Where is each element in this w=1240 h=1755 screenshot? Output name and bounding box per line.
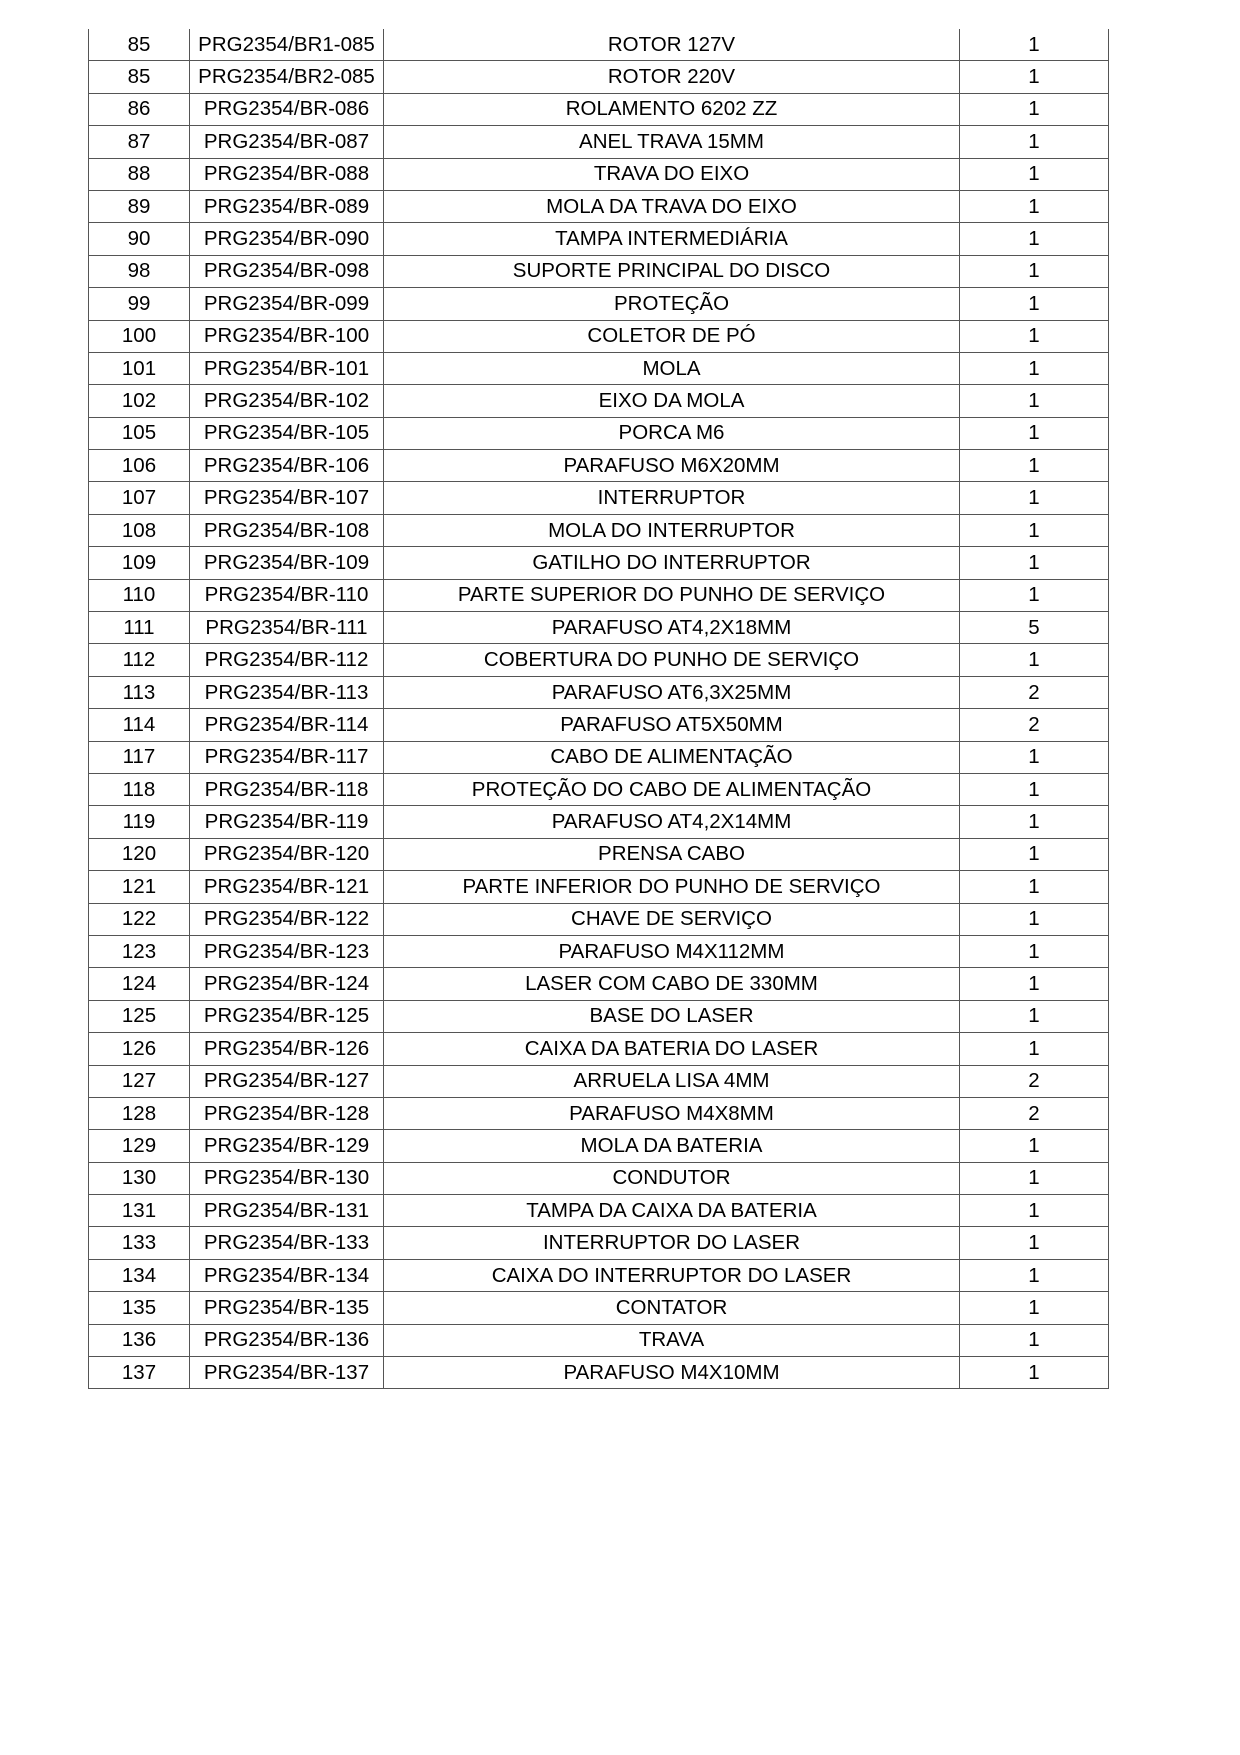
part-code-cell: PRG2354/BR2-085 xyxy=(190,61,384,93)
parts-table-body xyxy=(89,29,1109,1389)
quantity-cell: 1 xyxy=(960,385,1109,417)
item-number-cell: 119 xyxy=(89,806,190,838)
part-description-cell: BASE DO LASER xyxy=(384,1000,960,1032)
item-number-cell: 98 xyxy=(89,255,190,287)
part-code-cell: PRG2354/BR-114 xyxy=(190,709,384,741)
part-description-cell: CABO DE ALIMENTAÇÃO xyxy=(384,741,960,773)
part-code-cell: PRG2354/BR-129 xyxy=(190,1130,384,1162)
part-description-cell: PARAFUSO AT4,2X18MM xyxy=(384,612,960,644)
parts-table xyxy=(88,29,1109,1389)
part-description-cell: ROLAMENTO 6202 ZZ xyxy=(384,93,960,125)
part-code-cell: PRG2354/BR-090 xyxy=(190,223,384,255)
table-row xyxy=(89,320,1109,352)
quantity-cell: 1 xyxy=(960,1292,1109,1324)
quantity-cell: 1 xyxy=(960,741,1109,773)
part-description-cell: CAIXA DO INTERRUPTOR DO LASER xyxy=(384,1259,960,1291)
quantity-cell: 1 xyxy=(960,871,1109,903)
part-description-cell: PORCA M6 xyxy=(384,417,960,449)
part-description-cell: CAIXA DA BATERIA DO LASER xyxy=(384,1033,960,1065)
item-number-cell: 130 xyxy=(89,1162,190,1194)
item-number-cell: 113 xyxy=(89,676,190,708)
table-row xyxy=(89,1324,1109,1356)
part-code-cell: PRG2354/BR-099 xyxy=(190,288,384,320)
table-row xyxy=(89,838,1109,870)
table-row xyxy=(89,190,1109,222)
table-row xyxy=(89,1357,1109,1389)
part-description-cell: COBERTURA DO PUNHO DE SERVIÇO xyxy=(384,644,960,676)
table-row xyxy=(89,514,1109,546)
part-code-cell: PRG2354/BR-117 xyxy=(190,741,384,773)
item-number-cell: 89 xyxy=(89,190,190,222)
part-code-cell: PRG2354/BR-089 xyxy=(190,190,384,222)
part-description-cell: PARAFUSO M4X112MM xyxy=(384,935,960,967)
table-row xyxy=(89,93,1109,125)
quantity-cell: 1 xyxy=(960,806,1109,838)
part-description-cell: TRAVA DO EIXO xyxy=(384,158,960,190)
part-code-cell: PRG2354/BR-111 xyxy=(190,612,384,644)
item-number-cell: 133 xyxy=(89,1227,190,1259)
part-code-cell: PRG2354/BR-102 xyxy=(190,385,384,417)
part-code-cell: PRG2354/BR-110 xyxy=(190,579,384,611)
part-description-cell: INTERRUPTOR xyxy=(384,482,960,514)
table-row xyxy=(89,61,1109,93)
part-description-cell: PARAFUSO M4X10MM xyxy=(384,1357,960,1389)
table-row xyxy=(89,158,1109,190)
part-code-cell: PRG2354/BR-137 xyxy=(190,1357,384,1389)
part-code-cell: PRG2354/BR-112 xyxy=(190,644,384,676)
table-row xyxy=(89,1227,1109,1259)
part-description-cell: MOLA DO INTERRUPTOR xyxy=(384,514,960,546)
item-number-cell: 90 xyxy=(89,223,190,255)
part-description-cell: PROTEÇÃO DO CABO DE ALIMENTAÇÃO xyxy=(384,773,960,805)
item-number-cell: 121 xyxy=(89,871,190,903)
item-number-cell: 126 xyxy=(89,1033,190,1065)
part-code-cell: PRG2354/BR-108 xyxy=(190,514,384,546)
table-row xyxy=(89,223,1109,255)
quantity-cell: 1 xyxy=(960,1162,1109,1194)
table-row xyxy=(89,709,1109,741)
item-number-cell: 109 xyxy=(89,547,190,579)
part-description-cell: PARAFUSO M6X20MM xyxy=(384,450,960,482)
part-description-cell: PARAFUSO AT6,3X25MM xyxy=(384,676,960,708)
item-number-cell: 128 xyxy=(89,1097,190,1129)
item-number-cell: 112 xyxy=(89,644,190,676)
part-code-cell: PRG2354/BR-128 xyxy=(190,1097,384,1129)
quantity-cell: 1 xyxy=(960,838,1109,870)
quantity-cell: 1 xyxy=(960,903,1109,935)
item-number-cell: 123 xyxy=(89,935,190,967)
part-description-cell: MOLA DA BATERIA xyxy=(384,1130,960,1162)
item-number-cell: 122 xyxy=(89,903,190,935)
part-description-cell: EIXO DA MOLA xyxy=(384,385,960,417)
quantity-cell: 1 xyxy=(960,288,1109,320)
quantity-cell: 1 xyxy=(960,1227,1109,1259)
part-code-cell: PRG2354/BR-088 xyxy=(190,158,384,190)
quantity-cell: 1 xyxy=(960,644,1109,676)
part-description-cell: ROTOR 127V xyxy=(384,29,960,61)
table-row xyxy=(89,1033,1109,1065)
table-row xyxy=(89,935,1109,967)
part-code-cell: PRG2354/BR-130 xyxy=(190,1162,384,1194)
item-number-cell: 131 xyxy=(89,1195,190,1227)
quantity-cell: 1 xyxy=(960,1130,1109,1162)
part-description-cell: CONTATOR xyxy=(384,1292,960,1324)
quantity-cell: 1 xyxy=(960,1000,1109,1032)
table-row xyxy=(89,352,1109,384)
item-number-cell: 129 xyxy=(89,1130,190,1162)
table-row xyxy=(89,612,1109,644)
item-number-cell: 118 xyxy=(89,773,190,805)
item-number-cell: 85 xyxy=(89,61,190,93)
quantity-cell: 1 xyxy=(960,773,1109,805)
quantity-cell: 1 xyxy=(960,482,1109,514)
table-row xyxy=(89,644,1109,676)
table-row xyxy=(89,871,1109,903)
table-row xyxy=(89,741,1109,773)
item-number-cell: 105 xyxy=(89,417,190,449)
item-number-cell: 85 xyxy=(89,29,190,61)
part-description-cell: ARRUELA LISA 4MM xyxy=(384,1065,960,1097)
item-number-cell: 117 xyxy=(89,741,190,773)
part-code-cell: PRG2354/BR-135 xyxy=(190,1292,384,1324)
table-row xyxy=(89,255,1109,287)
part-code-cell: PRG2354/BR-086 xyxy=(190,93,384,125)
item-number-cell: 99 xyxy=(89,288,190,320)
quantity-cell: 1 xyxy=(960,968,1109,1000)
table-row xyxy=(89,1097,1109,1129)
part-code-cell: PRG2354/BR-105 xyxy=(190,417,384,449)
item-number-cell: 107 xyxy=(89,482,190,514)
part-description-cell: PARTE INFERIOR DO PUNHO DE SERVIÇO xyxy=(384,871,960,903)
part-description-cell: CHAVE DE SERVIÇO xyxy=(384,903,960,935)
item-number-cell: 101 xyxy=(89,352,190,384)
part-code-cell: PRG2354/BR1-085 xyxy=(190,29,384,61)
part-code-cell: PRG2354/BR-101 xyxy=(190,352,384,384)
table-row xyxy=(89,547,1109,579)
table-row xyxy=(89,1195,1109,1227)
table-row xyxy=(89,1130,1109,1162)
part-code-cell: PRG2354/BR-126 xyxy=(190,1033,384,1065)
table-row xyxy=(89,903,1109,935)
part-code-cell: PRG2354/BR-109 xyxy=(190,547,384,579)
part-code-cell: PRG2354/BR-122 xyxy=(190,903,384,935)
part-description-cell: CONDUTOR xyxy=(384,1162,960,1194)
part-code-cell: PRG2354/BR-134 xyxy=(190,1259,384,1291)
quantity-cell: 2 xyxy=(960,1097,1109,1129)
part-code-cell: PRG2354/BR-113 xyxy=(190,676,384,708)
part-description-cell: ANEL TRAVA 15MM xyxy=(384,126,960,158)
part-code-cell: PRG2354/BR-127 xyxy=(190,1065,384,1097)
part-code-cell: PRG2354/BR-125 xyxy=(190,1000,384,1032)
quantity-cell: 5 xyxy=(960,612,1109,644)
table-row xyxy=(89,126,1109,158)
item-number-cell: 110 xyxy=(89,579,190,611)
part-code-cell: PRG2354/BR-098 xyxy=(190,255,384,287)
table-row xyxy=(89,1292,1109,1324)
part-code-cell: PRG2354/BR-107 xyxy=(190,482,384,514)
quantity-cell: 2 xyxy=(960,709,1109,741)
part-code-cell: PRG2354/BR-120 xyxy=(190,838,384,870)
part-code-cell: PRG2354/BR-106 xyxy=(190,450,384,482)
part-description-cell: TAMPA DA CAIXA DA BATERIA xyxy=(384,1195,960,1227)
item-number-cell: 134 xyxy=(89,1259,190,1291)
part-code-cell: PRG2354/BR-131 xyxy=(190,1195,384,1227)
part-description-cell: TRAVA xyxy=(384,1324,960,1356)
item-number-cell: 124 xyxy=(89,968,190,1000)
part-description-cell: INTERRUPTOR DO LASER xyxy=(384,1227,960,1259)
quantity-cell: 1 xyxy=(960,158,1109,190)
quantity-cell: 1 xyxy=(960,1324,1109,1356)
quantity-cell: 2 xyxy=(960,676,1109,708)
item-number-cell: 127 xyxy=(89,1065,190,1097)
part-code-cell: PRG2354/BR-100 xyxy=(190,320,384,352)
part-code-cell: PRG2354/BR-119 xyxy=(190,806,384,838)
item-number-cell: 87 xyxy=(89,126,190,158)
quantity-cell: 1 xyxy=(960,93,1109,125)
item-number-cell: 135 xyxy=(89,1292,190,1324)
quantity-cell: 1 xyxy=(960,29,1109,61)
part-code-cell: PRG2354/BR-136 xyxy=(190,1324,384,1356)
part-description-cell: MOLA xyxy=(384,352,960,384)
table-row xyxy=(89,29,1109,61)
part-description-cell: PARAFUSO M4X8MM xyxy=(384,1097,960,1129)
table-row xyxy=(89,385,1109,417)
part-description-cell: GATILHO DO INTERRUPTOR xyxy=(384,547,960,579)
part-description-cell: PRENSA CABO xyxy=(384,838,960,870)
item-number-cell: 88 xyxy=(89,158,190,190)
part-description-cell: MOLA DA TRAVA DO EIXO xyxy=(384,190,960,222)
part-description-cell: TAMPA INTERMEDIÁRIA xyxy=(384,223,960,255)
part-description-cell: SUPORTE PRINCIPAL DO DISCO xyxy=(384,255,960,287)
part-code-cell: PRG2354/BR-124 xyxy=(190,968,384,1000)
item-number-cell: 120 xyxy=(89,838,190,870)
table-row xyxy=(89,1162,1109,1194)
item-number-cell: 125 xyxy=(89,1000,190,1032)
table-row xyxy=(89,806,1109,838)
quantity-cell: 1 xyxy=(960,1259,1109,1291)
table-row xyxy=(89,1259,1109,1291)
table-row xyxy=(89,288,1109,320)
quantity-cell: 1 xyxy=(960,417,1109,449)
quantity-cell: 1 xyxy=(960,514,1109,546)
part-description-cell: PARAFUSO AT4,2X14MM xyxy=(384,806,960,838)
table-row xyxy=(89,773,1109,805)
part-code-cell: PRG2354/BR-123 xyxy=(190,935,384,967)
quantity-cell: 1 xyxy=(960,255,1109,287)
part-description-cell: PROTEÇÃO xyxy=(384,288,960,320)
table-row xyxy=(89,1000,1109,1032)
part-description-cell: ROTOR 220V xyxy=(384,61,960,93)
part-description-cell: LASER COM CABO DE 330MM xyxy=(384,968,960,1000)
quantity-cell: 1 xyxy=(960,1357,1109,1389)
quantity-cell: 1 xyxy=(960,190,1109,222)
quantity-cell: 2 xyxy=(960,1065,1109,1097)
quantity-cell: 1 xyxy=(960,1195,1109,1227)
quantity-cell: 1 xyxy=(960,450,1109,482)
item-number-cell: 114 xyxy=(89,709,190,741)
quantity-cell: 1 xyxy=(960,126,1109,158)
table-row xyxy=(89,450,1109,482)
table-row xyxy=(89,968,1109,1000)
quantity-cell: 1 xyxy=(960,223,1109,255)
part-description-cell: COLETOR DE PÓ xyxy=(384,320,960,352)
quantity-cell: 1 xyxy=(960,61,1109,93)
part-code-cell: PRG2354/BR-087 xyxy=(190,126,384,158)
item-number-cell: 136 xyxy=(89,1324,190,1356)
quantity-cell: 1 xyxy=(960,352,1109,384)
item-number-cell: 137 xyxy=(89,1357,190,1389)
quantity-cell: 1 xyxy=(960,935,1109,967)
part-code-cell: PRG2354/BR-133 xyxy=(190,1227,384,1259)
item-number-cell: 111 xyxy=(89,612,190,644)
part-code-cell: PRG2354/BR-121 xyxy=(190,871,384,903)
quantity-cell: 1 xyxy=(960,320,1109,352)
table-row xyxy=(89,579,1109,611)
part-description-cell: PARTE SUPERIOR DO PUNHO DE SERVIÇO xyxy=(384,579,960,611)
item-number-cell: 100 xyxy=(89,320,190,352)
table-row xyxy=(89,417,1109,449)
quantity-cell: 1 xyxy=(960,1033,1109,1065)
quantity-cell: 1 xyxy=(960,547,1109,579)
item-number-cell: 108 xyxy=(89,514,190,546)
quantity-cell: 1 xyxy=(960,579,1109,611)
item-number-cell: 102 xyxy=(89,385,190,417)
table-row xyxy=(89,482,1109,514)
table-row xyxy=(89,676,1109,708)
part-description-cell: PARAFUSO AT5X50MM xyxy=(384,709,960,741)
item-number-cell: 86 xyxy=(89,93,190,125)
part-code-cell: PRG2354/BR-118 xyxy=(190,773,384,805)
item-number-cell: 106 xyxy=(89,450,190,482)
table-row xyxy=(89,1065,1109,1097)
